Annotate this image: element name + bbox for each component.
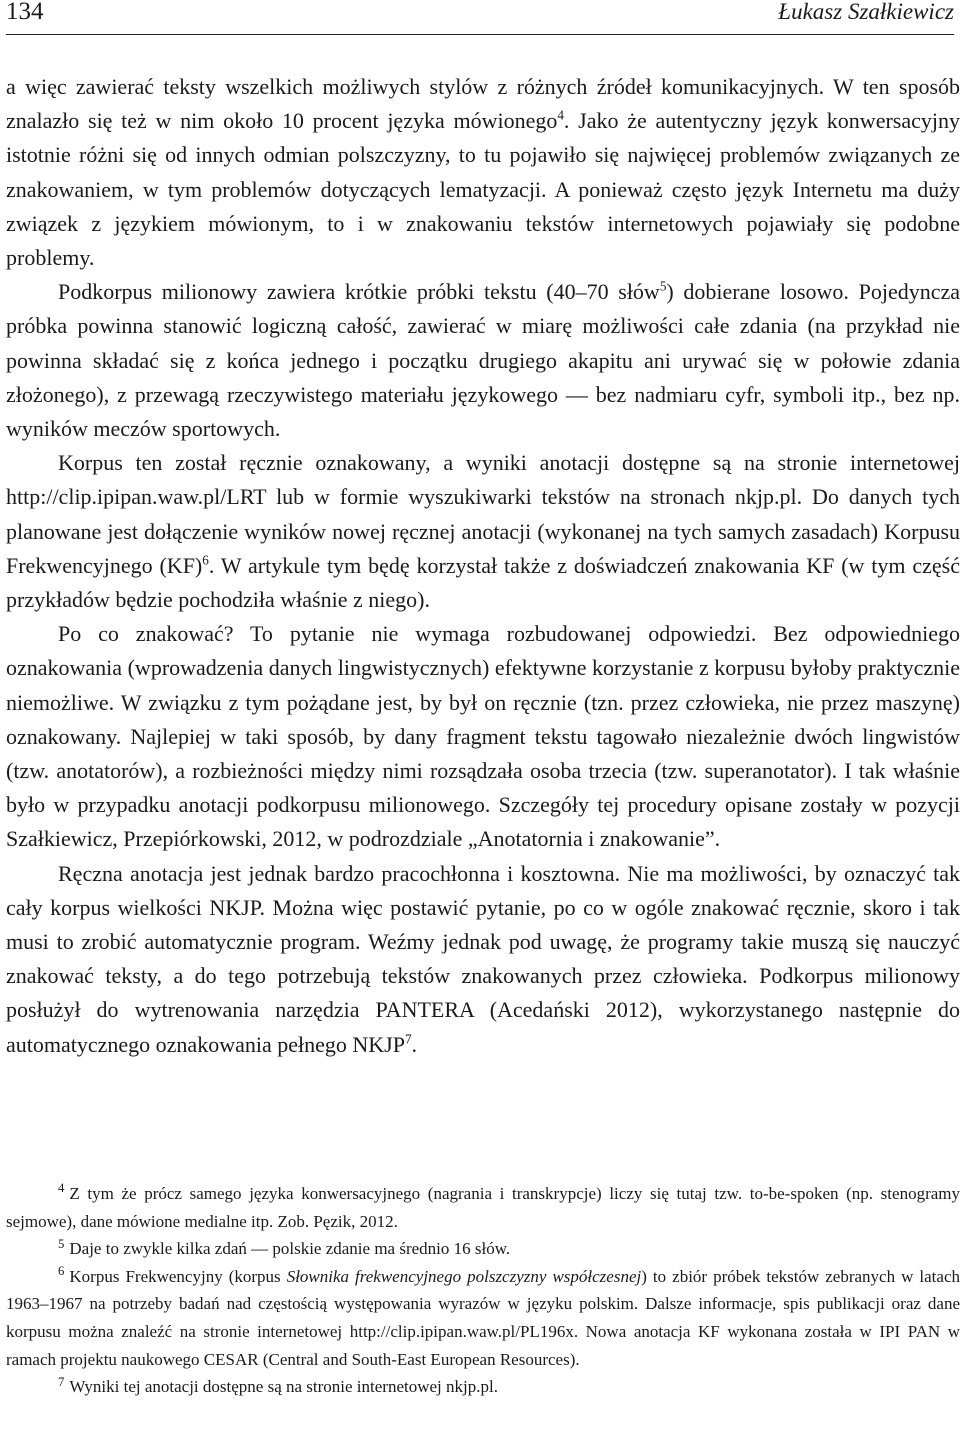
footnote-5-text: Daje to zwykle kilka zdań — polskie zdanie ma średnio 16 słów. <box>69 1239 511 1259</box>
paragraph-3 <box>6 446 960 617</box>
page-number: 134 <box>6 0 44 25</box>
footnote-5-number: 5 <box>58 1236 65 1251</box>
running-header <box>6 0 954 46</box>
paragraph-3-text-a: Korpus ten został ręcznie oznakowany, a wyniki anotacji dostępne są na stronie internetowej http://clip.ipipan.waw.pl/LRT lub w formie wyszukiwarki tekstów na stronach nkjp.pl. Do danych tych planowane jest dołączenie wyników nowej ręcznej anotacji (wykonanej na tych samych zasadach) Korpusu Frekwencyjnego (KF) <box>6 450 960 578</box>
paragraph-1-text-a: a więc zawierać teksty wszelkich możliwych stylów z różnych źródeł komunikacyjnych. W ten sposób znalazło się też w nim około 10 procent języka mówionego <box>6 74 960 134</box>
body-text <box>6 70 960 1062</box>
paragraph-2 <box>6 275 960 446</box>
paragraph-2-text-a: Podkorpus milionowy zawiera krótkie próbki tekstu (40–70 słów <box>58 279 660 305</box>
footnote-7-text: Wyniki tej anotacji dostępne są na stronie internetowej nkjp.pl. <box>69 1377 498 1397</box>
paragraph-5 <box>6 857 960 1062</box>
footnote-7-number: 7 <box>58 1374 65 1389</box>
paragraph-5-text-b: . <box>411 1031 418 1057</box>
footnote-4 <box>6 1180 960 1235</box>
footnote-ref-6[interactable]: 6 <box>202 552 209 568</box>
footnotes <box>6 1180 960 1401</box>
footnote-ref-7[interactable]: 7 <box>404 1031 412 1047</box>
running-head-author: Łukasz Szałkiewicz <box>778 0 954 24</box>
footnote-4-number: 4 <box>58 1181 65 1196</box>
footnote-6 <box>6 1263 960 1373</box>
footnote-6-number: 6 <box>58 1264 65 1279</box>
footnote-ref-4[interactable]: 4 <box>557 107 564 123</box>
footnote-6-text-a: Korpus Frekwencyjny (korpus <box>69 1266 287 1286</box>
paragraph-2-text-b: ) dobierane losowo. Pojedyncza próbka powinna stanowić logiczną całość, zawierać w miarę możliwości całe zdania (na przykład nie powinna składać się z końca jednego i początku drugiego akapitu ani urywać się w połowie zdania złożonego), z przewagą rzeczywistego materiału językowego — bez nadmiaru cyfr, symboli itp., bez np. wyników meczów sportowych. <box>6 279 960 442</box>
paragraph-4: Po co znakować? To pytanie nie wymaga rozbudowanej odpowiedzi. Bez odpowiedniego oznakowania (wprowadzenia danych lingwistycznych) efektywne korzystanie z korpusu byłoby praktycznie niemożliwe. W związku z tym pożądane jest, by był on ręcznie (tzn. przez człowieka, nie przez maszynę) oznakowany. Najlepiej w taki sposób, by dany fragment tekstu tagowało niezależnie dwóch lingwistów (tzw. anotatorów), a rozbieżności między nimi rozsądzała osoba trzecia (tzw. superanotator). I tak właśnie było w przypadku anotacji podkorpusu milionowego. Szczegóły tej procedury opisane zostały w pozycji Szałkiewicz, Przepiórkowski, 2012, w podrozdziale „Anotatornia i znakowanie”. <box>6 621 960 852</box>
footnote-6-title: Słownika frekwencyjnego polszczyzny współczesnej <box>286 1266 642 1286</box>
footnote-6-text-b: ) to zbiór próbek tekstów zebranych w latach 1963–1967 na potrzeby badań nad częstością występowania wyrazów w języku polskim. Dalsze informacje, spis publikacji oraz dane korpusu można znaleźć na stronie internetowej http://clip.ipipan.waw.pl/PL196x. Nowa anotacja KF wykonana została w IPI PAN w ramach projektu naukowego CESAR (Central and South-East European Resources). <box>6 1266 960 1369</box>
footnote-4-text: Z tym że prócz samego języka konwersacyjnego (nagrania i transkrypcje) liczy się tutaj tzw. to-be-spoken (np. stenogramy sejmowe), dane mówione medialne itp. Zob. Pęzik, 2012. <box>6 1184 960 1231</box>
paragraph-5-text-a: Ręczna anotacja jest jednak bardzo pracochłonna i kosztowna. Nie ma możliwości, by oznaczyć tak cały korpus wielkości NKJP. Można więc postawić pytanie, po co w ogóle znakować ręcznie, skoro i tak musi to zrobić automatycznie program. Weźmy jednak pod uwagę, że programy takie muszą się nauczyć znakować teksty, a do tego potrzebują tekstów znakowanych przez człowieka. Podkorpus milionowy posłużył do wytrenowania narzędzia PANTERA (Acedański 2012), wykorzystanego następnie do automatycznego oznakowania pełnego NKJP <box>6 860 960 1057</box>
footnote-5 <box>6 1235 960 1263</box>
paragraph-1-text-b: . Jako że autentyczny język konwersacyjny istotnie różni się od innych odmian polszczyzny, to tu pojawiło się najwięcej problemów związanych ze znakowaniem, w tym problemów dotyczących lematyzacji. A ponieważ często język Internetu ma duży związek z językiem mówionym, to i w znakowaniu tekstów internetowych pojawiały się podobne problemy. <box>6 108 960 271</box>
header-rule <box>6 34 954 35</box>
footnote-ref-5[interactable]: 5 <box>659 278 667 294</box>
footnote-7 <box>6 1373 960 1401</box>
paragraph-1 <box>6 70 960 275</box>
paragraph-3-text-b: . W artykule tym będę korzystał także z doświadczeń znakowania KF (w tym część przykładów będzie pochodziła właśnie z niego). <box>6 552 960 613</box>
